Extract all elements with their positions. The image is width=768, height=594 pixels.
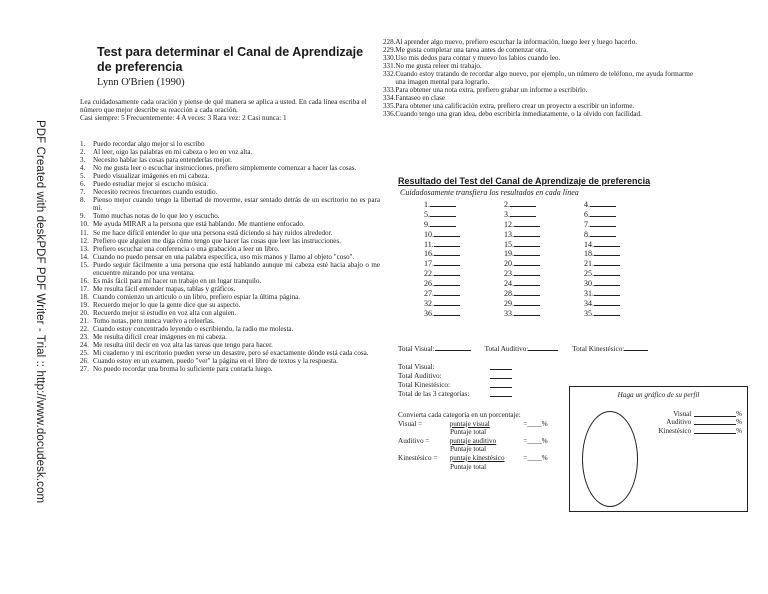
results-grid [424,199,664,318]
question-number: 23. [80,333,89,342]
question-text: Cuando comienzo un artículo o un libro, prefiero espiar la última página. [93,292,301,301]
question-text: Mi cuaderno y mi escritorio pueden verse un desastre, pero sé exactamente dónde está cada cosa. [93,349,369,358]
watermark-text: PDF Created with deskPDF PDF Writer - Trial :: http://www.docudesk.com [34,120,46,504]
question-number: 7. [80,188,86,197]
question-number: 21. [80,317,89,326]
question-item [383,70,693,86]
question-number: 228. [383,38,396,46]
question-number: 9. [80,212,86,221]
question-text: Me resulta fácil entender mapas, tablas y gráficos. [93,284,236,293]
results-grid-row [424,268,664,278]
results-grid-row [424,258,664,268]
totals-block [398,363,512,399]
question-text: Prefiero que alguien me diga cómo tengo que hacer las cosas que leer las instrucciones. [93,236,341,245]
question-number: 19. [80,300,89,309]
question-text: Recuerdo mejor lo que la gente dice que su aspecto. [93,300,241,309]
question-item [80,188,380,196]
total-kinestesico-row: Total Kinestésico: [398,381,512,390]
question-item [80,220,380,228]
question-text: Se me hace difícil entender lo que una persona está diciendo si hay ruidos alrededor. [93,228,333,237]
results-grid-cell: 23. [504,268,584,278]
results-grid-row [424,199,664,209]
question-number: 1. [80,140,86,148]
results-grid-cell: 20. [504,258,584,268]
question-number: 333. [383,86,396,95]
results-grid-cell: 2. [504,199,584,209]
results-grid-cell: 11. [424,239,504,249]
question-item [80,357,380,365]
question-item [383,62,693,70]
question-text: Uso mis dedos para contar y muevo los labios cuando leo. [395,54,561,63]
results-grid-cell: 35. [584,308,664,318]
total-all-row: Total de las 3 categorías: [398,390,512,399]
results-grid-row [424,219,664,229]
question-number: 330. [383,54,396,63]
document-title: Test para determinar el Canal de Aprendizaje de preferencia [97,45,364,74]
question-text: Me resulta útil decir en voz alta las tareas que tengo para hacer. [93,341,273,350]
question-item [80,148,380,156]
results-grid-cell: 13. [504,229,584,239]
profile-visual: Visual % [673,410,742,418]
question-number: 25. [80,349,89,358]
results-grid-cell: 32. [424,298,504,308]
question-item [383,102,693,110]
question-number: 5. [80,172,86,181]
question-text: Cuando no puedo pensar en una palabra específica, uso mis manos y llamo al objeto "coso". [93,252,355,261]
profile-title: Haga un gráfico de su perfil [617,391,700,399]
conversion-denominator: Puntaje total [450,428,487,437]
results-grid-cell: 36. [424,308,504,318]
question-text: Puedo estudiar mejor si escucho música. [93,180,209,189]
question-number: 10. [80,220,89,229]
question-item [80,212,380,220]
results-grid-cell: 17. [424,258,504,268]
grid-total-kinestesico: Total Kinestésico: [572,344,648,353]
question-item [80,277,380,285]
question-item [80,164,380,172]
question-item [80,333,380,341]
grid-totals-line [398,344,648,353]
results-grid-row [424,288,664,298]
grid-total-auditivo: Total Auditivo: [485,344,559,353]
question-number: 22. [80,325,89,334]
watermark [30,120,50,504]
results-grid-row [424,248,664,258]
document-author: Lynn O'Brien (1990) [97,77,185,88]
question-text: Cuando estoy concentrado leyendo o escribiendo, la radio me molesta. [93,325,294,334]
total-auditivo-row: Total Auditivo: [398,372,512,381]
question-number: 229. [383,46,396,55]
results-grid-cell: 3. [504,209,584,219]
question-text: Cuando estoy en un examen, puedo "ver" la página en el libro de textos y la respuesta. [93,357,338,366]
question-item [383,110,693,118]
grid-total-visual: Total Visual: [398,344,471,353]
question-text: Necesito recreos frecuentes cuando estudio. [93,188,218,197]
results-grid-cell: 33. [504,308,584,318]
question-item [80,180,380,188]
question-text: Puedo seguir fácilmente a una persona que está hablando aunque mi cabeza esté hacia abajo o me encuentre mirando por una ventana. [93,260,380,277]
results-grid-cell: 30. [584,278,664,288]
results-grid-cell: 19. [504,248,584,258]
question-number: 336. [383,110,396,119]
question-text: Al leer, oigo las palabras en mi cabeza o leo en voz alta. [93,148,253,157]
question-item [80,309,380,317]
results-grid-cell: 34. [584,298,664,308]
question-number: 335. [383,102,396,111]
conversion-denominator: Puntaje total [450,462,487,471]
conversion-row: Kinestésico = puntaje kinestésico =____% [398,453,548,462]
question-number: 27. [80,365,89,374]
results-grid-cell: 29. [504,298,584,308]
profile-circle [582,411,638,507]
question-number: 334. [383,94,396,103]
question-number: 13. [80,244,89,253]
question-number: 26. [80,357,89,366]
profile-graph-box [569,386,748,512]
results-grid-cell: 22. [424,268,504,278]
question-item [80,293,380,301]
results-grid-row [424,298,664,308]
instructions-text: Lea cuidadosamente cada oración y piense de qué manera se aplica a usted. En cada línea escriba el número que mejor describe su reacción a cada oración. [80,98,367,115]
question-list-right [383,38,693,118]
results-grid-cell: 4. [584,199,664,209]
question-number: 16. [80,276,89,285]
results-grid-row [424,278,664,288]
question-item [80,365,380,373]
question-number: 2. [80,148,86,157]
question-text: Prefiero escuchar una conferencia o una grabación a leer un libro. [93,244,280,253]
question-item [383,54,693,62]
question-number: 14. [80,252,89,261]
question-item [383,86,693,94]
question-text: Tomo muchas notas de lo que leo y escucho. [93,212,220,221]
question-item [80,253,380,261]
question-number: 12. [80,236,89,245]
conversion-row: Visual = puntaje visual =____% [398,419,548,428]
results-grid-cell: 14. [584,239,664,249]
question-number: 11. [80,228,89,237]
profile-kinestesico: Kinestésico % [658,426,742,435]
results-grid-cell: 10. [424,229,504,239]
question-text: Pienso mejor cuando tengo la libertad de moverme, estar sentado detrás de un escritorio no es para mí. [93,196,380,213]
question-item [80,140,380,148]
question-item [80,285,380,293]
question-text: Cuando tengo una gran idea, debo escribirla inmediatamente, o la olvido con facilidad. [395,110,642,119]
profile-auditivo: Auditivo % [666,418,742,427]
question-number: 3. [80,156,86,165]
question-item [80,317,380,325]
results-grid-cell: 24. [504,278,584,288]
question-item [80,301,380,309]
question-text: Puedo visualizar imágenes en mi cabeza. [93,172,210,181]
results-grid-cell: 8. [584,229,664,239]
question-number: 17. [80,284,89,293]
results-grid-row [424,209,664,219]
results-grid-cell: 7. [584,219,664,229]
instructions-block [80,98,380,123]
question-text: Para obtener una nota extra, prefiero grabar un informe a escribirlo. [395,86,588,95]
results-grid-cell: 27. [424,288,504,298]
conversion-row: Auditivo = puntaje auditivo =____% [398,436,548,445]
question-item [383,38,693,46]
results-grid-cell: 21. [584,258,664,268]
results-grid-cell: 1. [424,199,504,209]
conversion-heading: Convierta cada categoría en un porcentaje: [398,411,521,419]
results-grid-cell: 6. [584,209,664,219]
question-text: Me resulta difícil crear imágenes en mi cabeza. [93,333,227,342]
question-number: 4. [80,164,86,173]
question-list-left [80,140,380,373]
scale-text: Casi siempre: 5 Frecuentemente: 4 A veces: 3 Rara vez: 2 Casi nunca: 1 [80,114,287,123]
results-grid-cell: 9. [424,219,504,229]
question-number: 15. [80,260,89,269]
question-item [80,237,380,245]
results-grid-row [424,308,664,318]
results-grid-cell: 18. [584,248,664,258]
question-text: Para obtener una calificación extra, prefiero crear un proyecto a escribir un informe. [395,102,635,111]
question-item [80,245,380,253]
question-text: Tomo notas, pero nunca vuelvo a releerlas. [93,317,215,326]
total-visual-row: Total Visual: [398,363,512,372]
conversion-block [398,411,563,471]
question-text: Recuerdo mejor si estudio en voz alta con alguien. [93,308,237,317]
question-text: Me gusta completar una tarea antes de comenzar otra. [395,46,549,55]
question-number: 332. [383,70,396,79]
question-text: Cuando estoy tratando de recordar algo nuevo, por ejemplo, un número de teléfono, me ayuda formarme una imagen mental para lograrlo. [395,70,693,87]
question-text: No puedo recordar una broma lo suficiente para contarla luego. [93,365,273,374]
question-number: 24. [80,341,89,350]
question-text: Fantaseo en clase [395,94,446,103]
results-grid-cell: 16. [424,248,504,258]
question-text: No me gusta releer mi trabajo. [395,62,482,71]
question-number: 6. [80,180,86,189]
results-grid-cell: 12. [504,219,584,229]
question-item [383,46,693,54]
question-item [80,261,380,277]
question-number: 20. [80,308,89,317]
results-grid-row [424,229,664,239]
question-item [80,196,380,212]
conversion-denominator: Puntaje total [450,445,487,454]
results-grid-cell: 26. [424,278,504,288]
question-text: Al aprender algo nuevo, prefiero escuchar la información, luego leer y luego hacerlo. [395,38,638,46]
results-title: Resultado del Test del Canal de Aprendizaje de preferencia [398,176,651,186]
question-number: 8. [80,196,86,205]
results-grid-cell: 28. [504,288,584,298]
results-grid-cell: 15. [504,239,584,249]
results-grid-row [424,239,664,249]
question-item [80,349,380,357]
results-grid-cell: 31. [584,288,664,298]
results-grid-cell: 5. [424,209,504,219]
question-number: 331. [383,62,396,71]
question-text: Puedo recordar algo mejor si lo escribo [93,140,205,148]
question-item [80,172,380,180]
profile-legend [636,410,742,435]
question-text: Me ayuda MIRAR a la persona que está hablando. Me mantiene enfocado. [93,220,305,229]
question-item [383,94,693,102]
question-text: No me gusta leer o escuchar instrucciones, prefiero simplemente comenzar a hacer las cosas. [93,164,357,173]
question-item [80,325,380,333]
question-text: Es más fácil para mí hacer un trabajo en un lugar tranquilo. [93,276,262,285]
question-item [80,341,380,349]
question-number: 18. [80,292,89,301]
results-grid-cell: 25. [584,268,664,278]
question-item [80,229,380,237]
question-item [80,156,380,164]
question-text: Necesito hablar las cosas para entenderlas mejor. [93,156,232,165]
results-subtitle: Cuidadosamente transfiera los resultados en cada línea [400,188,579,197]
